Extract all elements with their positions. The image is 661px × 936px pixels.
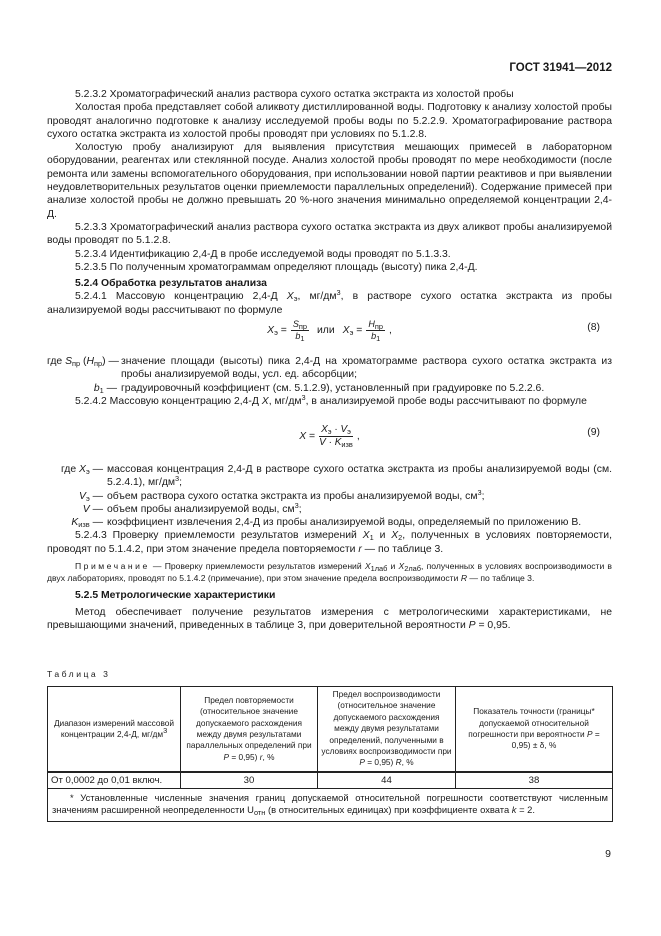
text-segment: , полученных в условиях повторяемости, проводят по 5.1.4.2, при этом значение предела повторяемости [47, 530, 612, 555]
text-segment: пр [298, 322, 307, 331]
text-segment: Примечание [75, 561, 150, 572]
text-segment: P [586, 728, 593, 739]
paragraph-5-2-4-2 [47, 392, 612, 408]
text-segment: 3 [175, 474, 180, 484]
formula-8 [47, 319, 612, 347]
formula-tail: , [356, 430, 360, 442]
paragraph-blank-analysis [47, 141, 612, 221]
text-segment: X [364, 561, 371, 572]
table-cell: От 0,0002 до 0,01 включ. [48, 772, 181, 789]
denominator [295, 331, 304, 342]
definition-term [47, 355, 121, 382]
definition-item [47, 463, 612, 490]
text-segment: X [79, 464, 86, 475]
table-3 [47, 686, 613, 822]
table-header-cell [456, 687, 613, 772]
text-segment: , в растворе сухого остатка экстракта из пробы анализируемой воды рассчитывают по формуле [47, 291, 612, 316]
denominator [319, 437, 353, 449]
table-header-cell [48, 687, 181, 772]
text-segment: пр [72, 359, 81, 368]
numerator [319, 424, 353, 437]
text-segment: , мг/дм [268, 395, 302, 407]
text-segment: 3 [477, 487, 482, 497]
text-segment: э [349, 327, 354, 337]
text-segment: P [223, 751, 230, 762]
text-segment: 5.2.3.5 По полученным хроматограммам определяют площадь (высоту) пика 2,4-Д. [75, 261, 478, 273]
formula-9 [47, 424, 612, 454]
text-segment: b [93, 382, 100, 394]
table-cell: 30 [181, 772, 318, 789]
text-segment: 1 [300, 334, 305, 343]
text-segment: = [353, 324, 363, 336]
text-segment: 3 [301, 392, 306, 402]
text-segment: 1 [99, 385, 104, 395]
formula-tail: , [388, 324, 392, 336]
text-segment: = 0,95) [364, 757, 396, 768]
text-segment: э [347, 427, 351, 436]
text-segment: X [321, 424, 328, 435]
text-segment: — [89, 503, 103, 515]
definition-term [47, 382, 121, 395]
table-row [48, 772, 613, 789]
paragraph-5-2-3-2 [47, 88, 612, 101]
text-segment: Предел повторяемости (относительное значение допускаемого расхождения между двумя результатами параллельных определений при [186, 694, 312, 751]
text-segment: , % [401, 757, 414, 768]
text-segment: ; [179, 477, 183, 489]
text-segment: = [277, 324, 287, 336]
formula-lhs [267, 324, 287, 337]
paragraph-5-2-3-5 [47, 261, 612, 274]
paragraph-5-2-3-4 [47, 248, 612, 261]
text-segment: · [325, 437, 335, 448]
text-segment: S [65, 356, 72, 367]
text-segment: V [82, 503, 90, 515]
heading-5-2-5: 5.2.5 Метрологические характеристики [75, 590, 276, 602]
paragraph-5-2-4-1 [47, 290, 612, 317]
text-segment: = [306, 430, 316, 442]
text-segment: H [86, 356, 94, 367]
definition-term [47, 463, 107, 490]
table-header-row [48, 687, 613, 772]
definition-text [107, 516, 612, 529]
text-segment: 1лаб [370, 564, 388, 574]
text-segment: Холостая проба представляет собой аликвоту дистиллированной воды. Подготовку к анализу холостой пробы проводят аналогично подготовке к анализу исследуемой пробы воды по 5.2.2.9. Хроматографирование раствора сухого остатка экстракта из холостой пробы проводят при условиях по 5.1.2.8. [47, 102, 612, 140]
table-footnote-row [48, 788, 613, 821]
definition-term [47, 490, 107, 503]
text-segment: X [286, 291, 294, 303]
text-segment: X [267, 324, 275, 336]
text-segment: пр [374, 322, 383, 331]
text-segment: — по таблице 3. [467, 573, 535, 584]
text-segment: отн [253, 808, 266, 818]
text-segment: , полученных в условиях воспроизводимости в двух лабораториях, проводят по 5.1.4.2 (примечание), при этом значение предела воспроизводимости [47, 561, 612, 584]
text-segment: V [319, 437, 326, 448]
heading-5-2-4: 5.2.4 Обработка результатов анализа [75, 278, 267, 290]
text-segment: градуировочный коэффициент (см. 5.1.2.9), установленный при градуировке по 5.2.2.6. [121, 382, 545, 394]
text-segment: R [395, 757, 402, 768]
text-segment: K [334, 437, 342, 448]
definition-text [107, 463, 612, 490]
text-segment: , % [262, 751, 275, 762]
text-segment: э [85, 467, 90, 476]
text-segment: ( [80, 356, 87, 367]
formula-lhs [299, 430, 315, 443]
document-id: ГОСТ 31941—2012 [509, 62, 612, 74]
text-segment: , мг/дм [297, 291, 337, 303]
definition-text [107, 500, 612, 516]
definition-term [47, 503, 107, 516]
text-segment: 3 [336, 288, 341, 298]
definitions-formula-9 [47, 463, 612, 632]
text-segment: изв [78, 520, 90, 530]
denominator [371, 331, 380, 342]
text-segment: — [89, 490, 103, 502]
text-segment: объем пробы анализируемой воды, см [107, 503, 295, 515]
paragraph-metrology [47, 606, 612, 633]
text-segment: 1 [369, 533, 374, 543]
text-segment: (в относительных единицах) при коэффициенте охвата [265, 804, 512, 816]
text-segment: — [89, 517, 103, 529]
text-segment: , в анализируемой пробе воды рассчитывают по формуле [305, 395, 587, 407]
definition-item [47, 516, 612, 529]
paragraph-5-2-4-3 [47, 529, 612, 556]
definition-item [47, 500, 612, 516]
text-segment: 5.2.3.2 Хроматографический анализ раствора сухого остатка экстракта из холостой пробы [75, 89, 514, 100]
definition-item [47, 355, 612, 382]
text-segment: r [259, 751, 263, 762]
text-segment: э [85, 493, 90, 503]
text-segment: Холостую пробу анализируют для выявления присутствия мешающих примесей в лабораторном оборудовании, реагентах или стеклянной посуде. Анализ холостой пробы проводят по мере необходимости (после ремонта или замены вспомогательного оборудования, при использовании новой партии реактивов и при выявлении неудовлетворительных результатов оценки приемлемости параллельных определений). Содержание примесей при анализе холостой пробы не должно превышать 20 %-ного значения минимально определяемой концентрации 2,4-Д. [47, 142, 612, 220]
text-segment: = 0,95. [475, 620, 511, 632]
text-segment: изв [341, 440, 353, 449]
text-segment: Показатель точности (границы* допускаемой относительной погрешности при вероятности [468, 706, 595, 739]
numerator [291, 319, 309, 331]
table-cell: 38 [456, 772, 613, 789]
text-segment: и [373, 530, 392, 542]
text-segment: H [368, 319, 375, 329]
text-segment: Диапазон измерений массовой концентрации 2,4-Д, мг/дм [53, 717, 175, 739]
text-segment: X [342, 324, 350, 336]
text-segment: X [299, 430, 307, 442]
equation-number: (8) [587, 322, 600, 333]
text-segment: где [60, 464, 79, 475]
table-footnote [48, 788, 613, 821]
text-segment: пр [94, 359, 103, 368]
text-segment: X [261, 395, 269, 407]
text-segment: 5.2.4.1 Массовую концентрацию 2,4-Д [75, 291, 287, 303]
text-segment: где [47, 356, 66, 367]
text-segment: = 2. [516, 804, 535, 816]
text-segment: Метод обеспечивает получение результатов измерения с метрологическими характеристиками, не превышающими значений, приведенных в таблице 3, при доверительной вероятности [47, 606, 612, 632]
fraction [291, 319, 309, 342]
table-cell: 44 [318, 772, 456, 789]
text-segment: 5.2.4.3 Проверку приемлемости результатов измерений [75, 530, 363, 542]
text-segment: объем раствора сухого остатка экстракта из пробы анализируемой воды, см [107, 490, 478, 502]
text-segment: P [359, 757, 365, 768]
text-segment: K [71, 517, 79, 529]
formula-lhs [343, 324, 363, 337]
text-segment: X [362, 530, 370, 542]
text-segment: и [387, 561, 399, 572]
text-segment: 2лаб [404, 564, 422, 574]
note [47, 560, 612, 584]
text-segment: ; [481, 490, 485, 502]
text-segment: э [293, 294, 298, 304]
text-segment: V [340, 424, 348, 435]
text-segment: э [274, 327, 278, 337]
text-segment: 1 [376, 334, 381, 343]
text-segment: ) — [102, 356, 119, 367]
paragraph-5-2-3-3 [47, 221, 612, 248]
text-segment: значение площади (высоты) пика 2,4-Д на хроматограмме раствора сухого остатка экстракта из пробы анализируемой воды, усл. ед. абсорбции; [121, 356, 612, 381]
body-section-5-2-3 [47, 88, 612, 317]
text-segment: 3 [163, 725, 168, 735]
text-segment: э [327, 427, 332, 436]
text-segment: = 0,95) ± δ, % [511, 728, 600, 751]
text-segment: = 0,95) [229, 751, 260, 762]
text-segment: * Установленные численные значения границ допускаемой относительной погрешности соответствуют численным значениям расширенной неопределенности U [52, 791, 608, 816]
text-segment: — [89, 464, 103, 475]
definition-item [47, 487, 612, 503]
text-segment: 5.2.3.3 Хроматографический анализ раствора сухого остатка экстракта из двух аликвот пробы анализируемой воды проводят по 5.1.2.8. [47, 221, 612, 247]
text-segment: P [468, 620, 476, 632]
text-segment: S [292, 319, 299, 329]
text-segment: — по таблице 3. [361, 543, 444, 555]
text-segment: 5.2.4.2 Массовую концентрацию 2,4-Д [75, 395, 262, 407]
paragraph-blank-sample [47, 101, 612, 141]
definitions-formula-8 [47, 355, 612, 408]
table-caption: Таблица 3 [47, 669, 111, 679]
definition-text [121, 382, 612, 395]
text-segment: коэффициент извлечения 2,4-Д из пробы анализируемой воды, определяемый по приложению В. [107, 517, 582, 529]
text-segment: k [511, 804, 517, 816]
definition-text [107, 487, 612, 503]
text-segment: · [331, 424, 341, 435]
text-segment: R [460, 573, 468, 584]
fraction [319, 424, 353, 449]
text-segment: X [391, 530, 399, 542]
definition-term [47, 516, 107, 529]
definition-item [47, 382, 612, 395]
numerator [366, 319, 385, 331]
text-segment: — [103, 382, 117, 394]
text-segment: — Проверку приемлемости результатов измерений [149, 561, 365, 572]
text-segment: ; [298, 503, 302, 515]
text-segment: массовая концентрация 2,4-Д в растворе сухого остатка экстракта из пробы анализируемой воды (см. 5.2.4.1), мг/дм [107, 464, 612, 489]
page-number: 9 [605, 848, 611, 860]
text-segment: Предел воспроизводимости (относительное значение допускаемого расхождения между двумя результатами определений, полученными в условиях воспроизводимости при [321, 689, 452, 757]
equation-number: (9) [587, 427, 600, 438]
definition-text [121, 355, 612, 382]
fraction [366, 319, 385, 342]
text-segment: 5.2.3.4 Идентификацию 2,4-Д в пробе исследуемой воды проводят по 5.1.3.3. [75, 248, 451, 260]
text-segment: 2 [398, 533, 403, 543]
text-segment: b [295, 331, 301, 341]
text-segment: r [358, 543, 362, 555]
table-header-cell [318, 687, 456, 772]
text-segment: b [371, 331, 377, 341]
text-segment: X [398, 561, 405, 572]
formula-or: или [316, 324, 335, 336]
text-segment: V [79, 490, 86, 502]
table-header-cell [181, 687, 318, 772]
text-segment: 3 [294, 500, 299, 510]
